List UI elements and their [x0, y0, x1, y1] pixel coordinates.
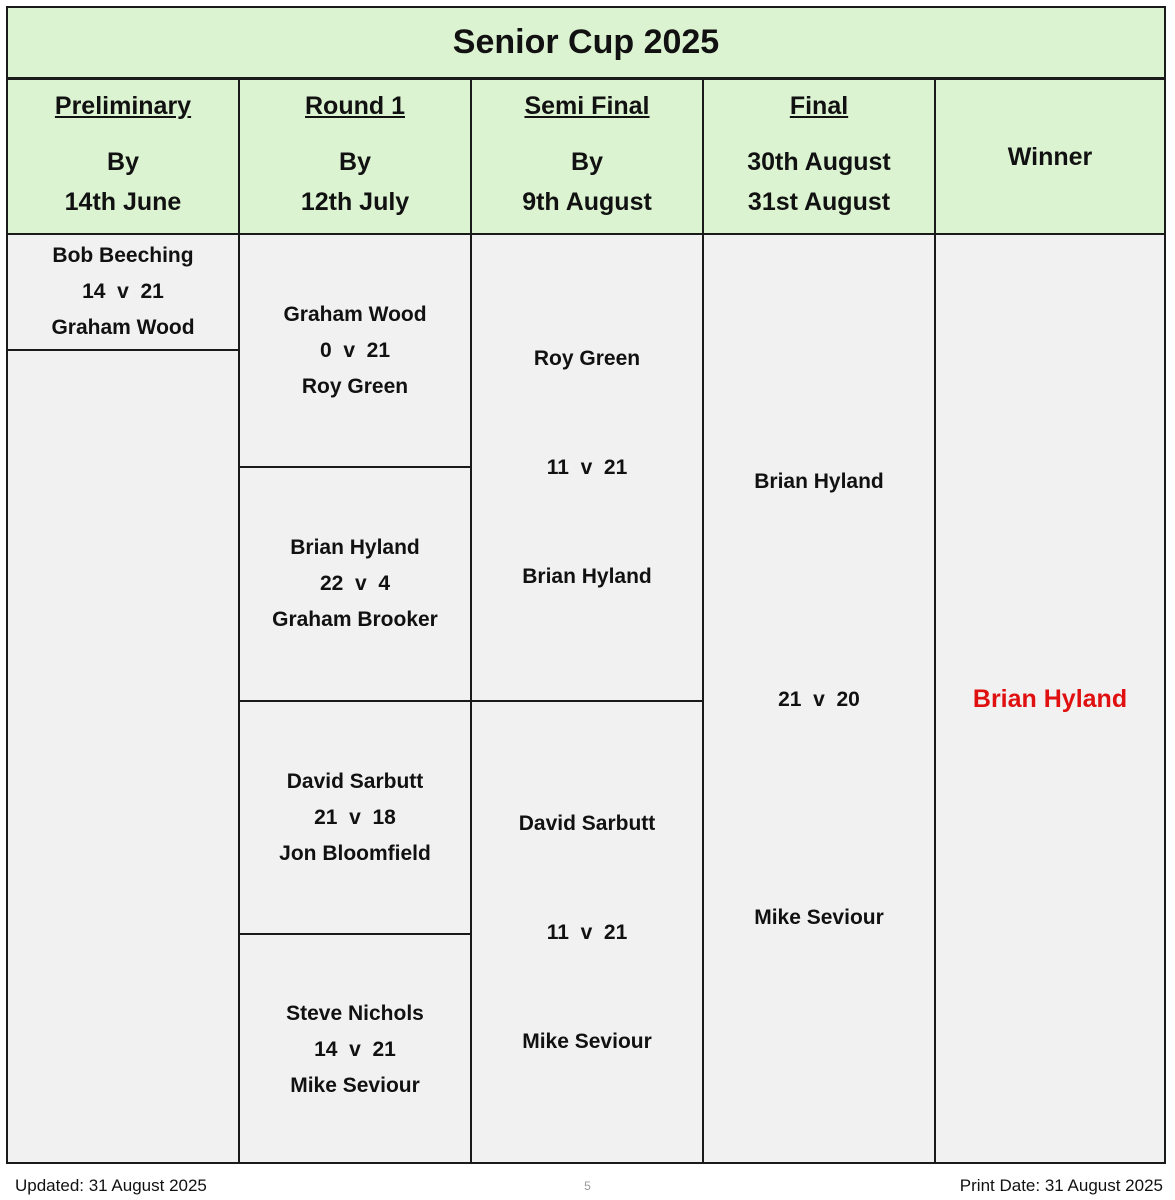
match-cell — [472, 235, 702, 702]
round-name: Semi Final — [524, 92, 650, 120]
match-score: 21 v 20 — [778, 687, 860, 711]
match-score: 0 v 21 — [319, 338, 391, 362]
player-2: Mike Seviour — [522, 1030, 652, 1053]
match-cell — [704, 235, 934, 1164]
player-1: Graham Wood — [283, 302, 427, 326]
column-round1 — [240, 235, 472, 1162]
player-1: Steve Nichols — [286, 1001, 424, 1025]
match-score: 22 v 4 — [319, 572, 391, 595]
print-date: Print Date: 31 August 2025 — [959, 1176, 1163, 1195]
updated-date: Updated: 31 August 2025 — [15, 1176, 207, 1195]
match-score: 14 v 21 — [82, 280, 164, 303]
page-title: Senior Cup 2025 — [8, 8, 1164, 80]
winner-cell — [936, 235, 1164, 1164]
page-number: 5 — [584, 1179, 591, 1193]
header-preliminary — [8, 80, 240, 235]
player-1: Roy Green — [533, 346, 641, 370]
match-cell — [472, 702, 702, 1164]
match-cell — [8, 235, 238, 351]
column-preliminary — [8, 235, 240, 1162]
match-score: 11 v 21 — [546, 921, 628, 944]
header-final — [704, 80, 936, 235]
round-name: Round 1 — [305, 92, 405, 120]
match-cell — [240, 702, 470, 935]
match-cell — [240, 235, 470, 468]
player-2: Roy Green — [301, 374, 409, 398]
round-name: Final — [789, 92, 849, 120]
winner-label: Winner — [1007, 142, 1093, 171]
deadline-line2: 12th July — [300, 188, 410, 216]
player-2: Jon Bloomfield — [279, 841, 431, 865]
winner-name: Brian Hyland — [972, 685, 1128, 713]
player-1: Brian Hyland — [754, 469, 884, 493]
date-line2: 31st August — [747, 188, 891, 216]
match-score: 11 v 21 — [546, 455, 628, 479]
player-1: Bob Beeching — [52, 244, 194, 267]
match-cell — [240, 468, 470, 702]
header-round1 — [240, 80, 472, 235]
bracket-table — [6, 6, 1166, 1164]
player-1: Brian Hyland — [290, 536, 420, 559]
deadline-line2: 9th August — [522, 188, 652, 216]
header-winner — [936, 80, 1164, 235]
column-final — [704, 235, 936, 1162]
player-2: Brian Hyland — [522, 564, 652, 588]
match-score: 14 v 21 — [314, 1037, 396, 1061]
date-line1: 30th August — [747, 148, 891, 176]
player-2: Mike Seviour — [290, 1073, 420, 1097]
player-2: Graham Brooker — [272, 608, 438, 631]
player-1: David Sarbutt — [518, 812, 656, 835]
round-name: Preliminary — [54, 92, 192, 120]
deadline-line1: By — [571, 148, 603, 176]
player-2: Graham Wood — [51, 316, 195, 339]
match-score: 21 v 18 — [314, 805, 396, 829]
player-2: Mike Seviour — [754, 905, 884, 929]
header-semi-final — [472, 80, 704, 235]
deadline-line1: By — [339, 148, 371, 176]
match-cell — [240, 935, 470, 1164]
column-semi-final — [472, 235, 704, 1162]
column-winner — [936, 235, 1164, 1162]
deadline-line1: By — [107, 148, 139, 176]
player-1: David Sarbutt — [286, 769, 424, 793]
deadline-line2: 14th June — [64, 188, 182, 216]
